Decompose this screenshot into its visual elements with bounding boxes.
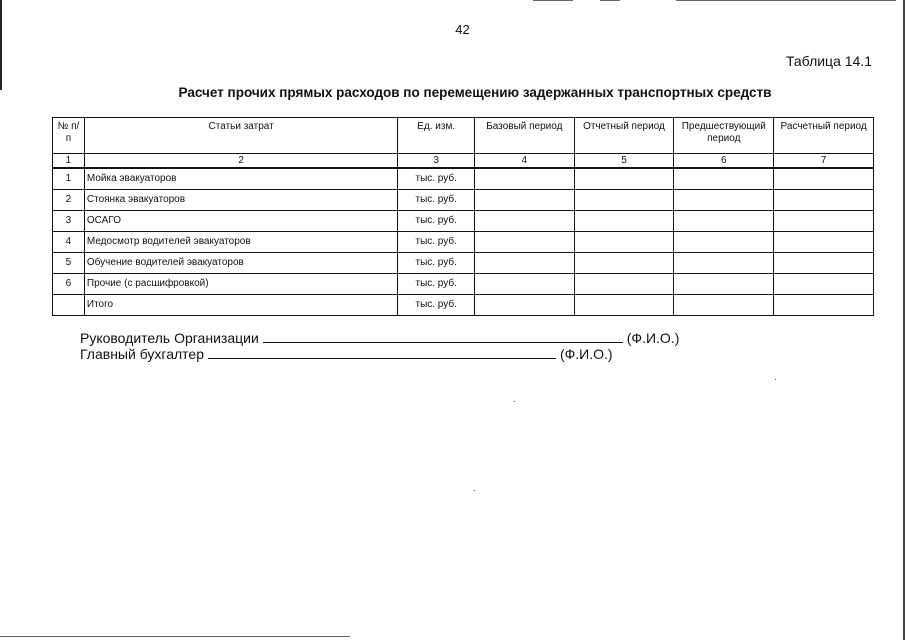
head-label: Руководитель Организации xyxy=(80,330,259,346)
cell-report-period xyxy=(574,211,674,232)
header-item: Статьи затрат xyxy=(84,118,397,154)
cell-calc-period xyxy=(774,274,874,295)
row-no: 2 xyxy=(53,190,85,211)
cell-report-period xyxy=(574,168,674,190)
cell-calc-period xyxy=(774,168,874,190)
table-row xyxy=(53,190,874,211)
accountant-fio: (Ф.И.О.) xyxy=(559,346,613,362)
scan-top-line xyxy=(600,0,620,1)
document-title: Расчет прочих прямых расходов по перемещению задержанных транспортных средств xyxy=(178,85,772,100)
scan-bottom-line xyxy=(0,636,350,637)
head-fio: (Ф.И.О.) xyxy=(626,330,680,346)
column-number: 7 xyxy=(774,154,874,169)
cell-base-period xyxy=(475,211,575,232)
table-row xyxy=(53,274,874,295)
row-item: Прочие (с расшифровкой) xyxy=(84,274,397,295)
table-row xyxy=(53,211,874,232)
cell-base-period xyxy=(475,168,575,190)
cell-calc-period xyxy=(774,232,874,253)
header-previous-period: Предшествующий период xyxy=(674,118,774,154)
table-body xyxy=(53,168,874,316)
cell-previous-period xyxy=(674,168,774,190)
row-no xyxy=(53,295,85,316)
cell-base-period xyxy=(475,253,575,274)
row-no: 5 xyxy=(53,253,85,274)
cell-base-period xyxy=(475,232,575,253)
cell-previous-period xyxy=(674,274,774,295)
cell-base-period xyxy=(475,295,575,316)
cell-calc-period xyxy=(774,190,874,211)
column-number: 4 xyxy=(475,154,575,169)
cell-base-period xyxy=(475,190,575,211)
row-no: 6 xyxy=(53,274,85,295)
row-unit: тыс. руб. xyxy=(398,253,475,274)
scan-edge-left xyxy=(0,0,2,90)
row-item: Мойка эвакуаторов xyxy=(84,168,397,190)
table-header xyxy=(53,118,874,169)
cell-report-period xyxy=(574,253,674,274)
cell-report-period xyxy=(574,190,674,211)
cell-calc-period xyxy=(774,295,874,316)
cell-previous-period xyxy=(674,295,774,316)
scan-top-line xyxy=(676,0,896,1)
scan-top-line xyxy=(533,0,573,1)
cell-calc-period xyxy=(774,211,874,232)
column-number-row xyxy=(53,154,874,169)
row-unit: тыс. руб. xyxy=(398,295,475,316)
row-no: 1 xyxy=(53,168,85,190)
cell-report-period xyxy=(574,274,674,295)
row-item: Стоянка эвакуаторов xyxy=(84,190,397,211)
table-row xyxy=(53,168,874,190)
scan-speck xyxy=(474,490,475,491)
header-row xyxy=(53,118,874,154)
accountant-label: Главный бухгалтер xyxy=(80,346,204,362)
table-row xyxy=(53,253,874,274)
scan-speck xyxy=(775,379,776,380)
table-label: Таблица 14.1 xyxy=(785,53,872,69)
row-item: ОСАГО xyxy=(84,211,397,232)
row-item: Медосмотр водителей эвакуаторов xyxy=(84,232,397,253)
row-unit: тыс. руб. xyxy=(398,274,475,295)
header-unit: Ед. изм. xyxy=(398,118,475,154)
row-unit: тыс. руб. xyxy=(398,190,475,211)
row-unit: тыс. руб. xyxy=(398,211,475,232)
cell-base-period xyxy=(475,274,575,295)
column-number: 6 xyxy=(674,154,774,169)
cell-report-period xyxy=(574,232,674,253)
head-signature-line xyxy=(80,330,679,346)
column-number: 5 xyxy=(574,154,674,169)
row-unit: тыс. руб. xyxy=(398,168,475,190)
row-unit: тыс. руб. xyxy=(398,232,475,253)
header-calc-period: Расчетный период xyxy=(774,118,874,154)
column-number: 3 xyxy=(398,154,475,169)
cell-previous-period xyxy=(674,232,774,253)
costs-table xyxy=(52,117,874,316)
header-no: № п/п xyxy=(53,118,85,154)
header-base-period: Базовый период xyxy=(475,118,575,154)
column-number: 2 xyxy=(84,154,397,169)
cell-previous-period xyxy=(674,190,774,211)
header-report-period: Отчетный период xyxy=(574,118,674,154)
row-item: Итого xyxy=(84,295,397,316)
scan-speck xyxy=(514,401,515,402)
page-number: 42 xyxy=(455,22,470,37)
row-no: 3 xyxy=(53,211,85,232)
cell-previous-period xyxy=(674,211,774,232)
column-number: 1 xyxy=(53,154,85,169)
cell-previous-period xyxy=(674,253,774,274)
cell-report-period xyxy=(574,295,674,316)
row-no: 4 xyxy=(53,232,85,253)
accountant-signature-blank xyxy=(208,346,556,359)
row-item: Обучение водителей эвакуаторов xyxy=(84,253,397,274)
table-row-total xyxy=(53,295,874,316)
table-row xyxy=(53,232,874,253)
head-signature-blank xyxy=(263,330,623,343)
cell-calc-period xyxy=(774,253,874,274)
accountant-signature-line xyxy=(80,346,613,362)
